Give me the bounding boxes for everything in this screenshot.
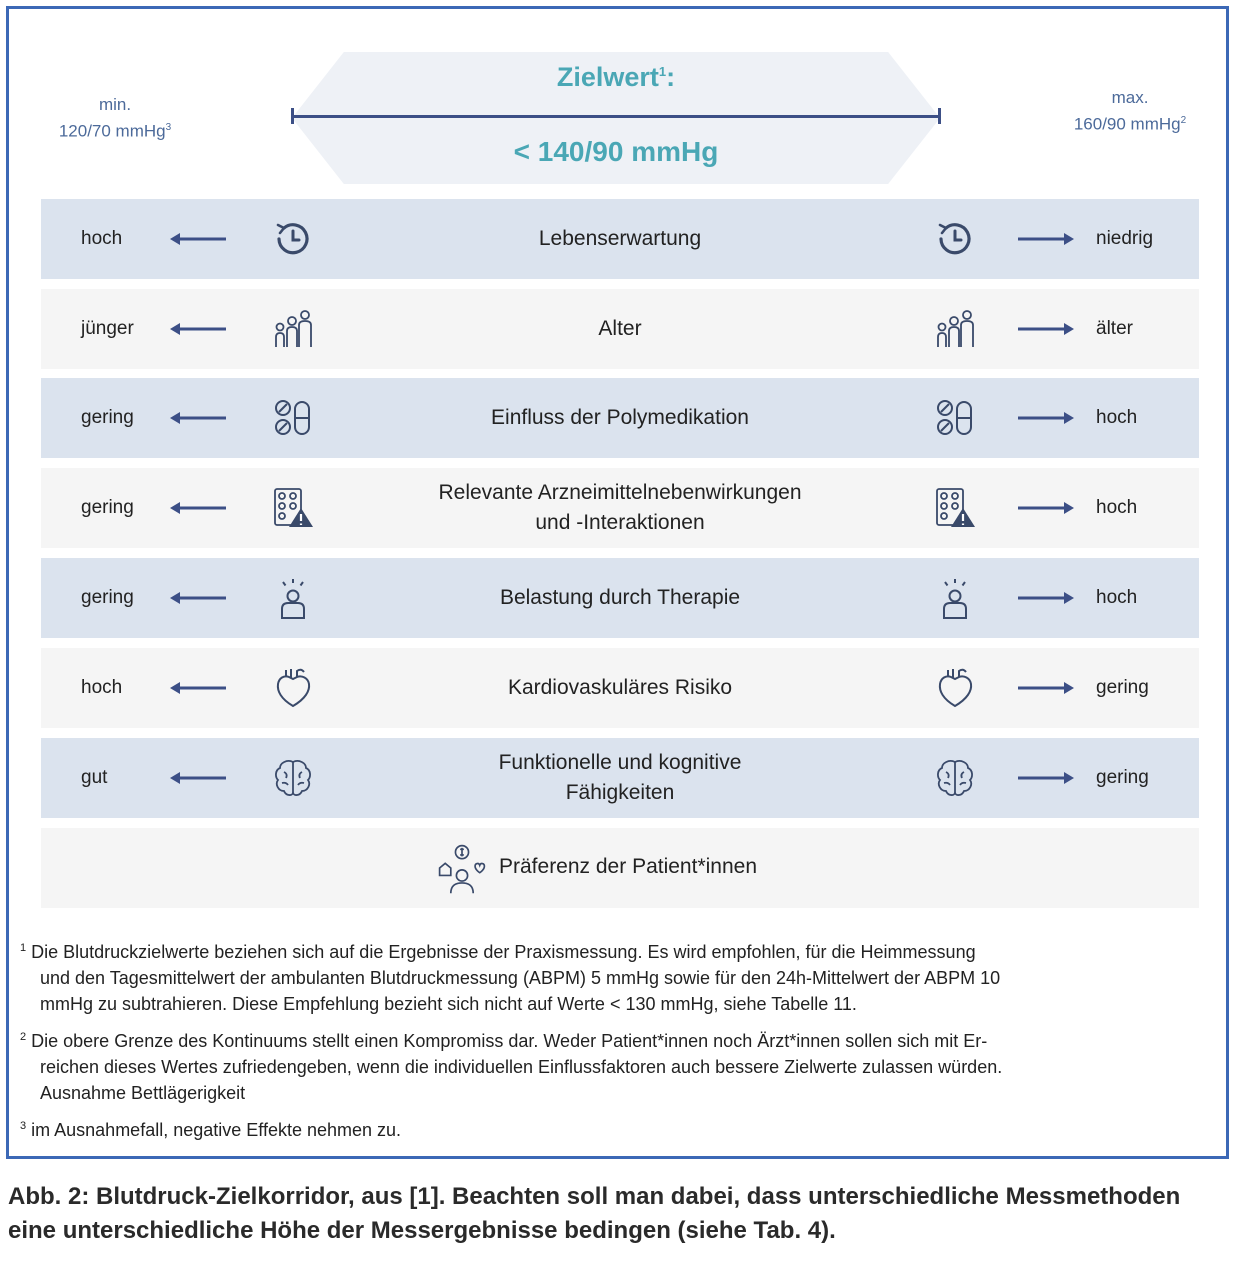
arrow-left-icon — [170, 501, 226, 515]
factor-row — [41, 558, 1199, 638]
factor-label-line: Relevante Arzneimittelnebenwirkungen — [438, 481, 802, 504]
max-range-label — [1050, 86, 1210, 136]
footnote-1: $^1$ Die Blutdruckzielwerte beziehen sich auf die Ergebnisse der Praxismessung. Es wird empfohlen, für die Heimmessung und den Tagesmittelwert der ambulanten Blutdruckmessung (ABPM) 5 mmHg sowie für den 24h-Mittelwert der ABPM 10 mmHg zu subtrahieren. Diese Empfehlung bezieht sich nicht auf Werte < 130 mmHg, siehe Tabelle 11. — [20, 942, 1001, 1014]
factor-label — [416, 748, 824, 808]
arrow-right-icon — [1018, 591, 1074, 605]
figure-caption — [8, 1180, 1234, 1248]
footnote-3: $^3$ im Ausnahmefall, negative Effekte nehmen zu. — [20, 1120, 402, 1140]
left-value: jünger — [81, 318, 134, 339]
arrow-right-icon — [1018, 681, 1074, 695]
factor-row — [41, 738, 1199, 818]
factor-label-line: Kardiovaskuläres Risiko — [507, 676, 733, 699]
right-value: gering — [1096, 677, 1149, 698]
arrow-right-icon — [1018, 771, 1074, 785]
factor-row — [41, 199, 1199, 279]
caption-line-2: eine unterschiedliche Höhe der Messergebnisse bedingen (siehe Tab. 4). — [8, 1217, 836, 1244]
factor-label — [416, 583, 824, 613]
max-footnote-ref: 2 — [1180, 115, 1187, 126]
family-icon — [933, 307, 977, 351]
pills-icon — [271, 396, 315, 440]
min-footnote-ref: 3 — [165, 122, 172, 133]
arrow-left-icon — [170, 771, 226, 785]
patient-preference-icon — [434, 838, 490, 898]
clock-history-icon — [933, 217, 977, 261]
factor-label-line: und -Interaktionen — [535, 511, 705, 534]
right-value: hoch — [1096, 497, 1138, 518]
factor-row — [41, 648, 1199, 728]
caption-line-1: Abb. 2: Blutdruck-Zielkorridor, aus [1]. Beachten soll man dabei, dass unterschiedliche Messmethoden — [8, 1183, 1181, 1210]
factor-label-line: Belastung durch Therapie — [499, 586, 741, 609]
arrow-left-icon — [170, 681, 226, 695]
left-value: hoch — [81, 677, 123, 698]
patient-preference-row — [41, 828, 1199, 908]
min-label: min. — [98, 95, 132, 114]
arrow-left-icon — [170, 322, 226, 336]
right-value: hoch — [1096, 407, 1138, 428]
stressed-person-icon — [271, 576, 315, 620]
arrow-left-icon — [170, 232, 226, 246]
brain-icon — [271, 756, 315, 800]
factor-label-line: Fähigkeiten — [565, 781, 675, 804]
arrow-right-icon — [1018, 501, 1074, 515]
target-footnote-ref: 1 — [658, 64, 667, 79]
left-value: gering — [81, 407, 134, 428]
min-value: 120/70 mmHg — [58, 121, 166, 141]
stressed-person-icon — [933, 576, 977, 620]
right-value: hoch — [1096, 587, 1138, 608]
factor-row — [41, 289, 1199, 369]
target-title: Zielwert$^1$: — [556, 62, 676, 92]
left-value: gering — [81, 497, 134, 518]
pills-icon — [933, 396, 977, 440]
blister-warning-icon — [271, 486, 315, 530]
brain-icon — [933, 756, 977, 800]
right-value: gering — [1096, 767, 1149, 788]
factor-label-line: Alter — [598, 317, 642, 340]
factor-label — [416, 314, 824, 344]
clock-history-icon — [271, 217, 315, 261]
footnote-2: $^2$ Die obere Grenze des Kontinuums stellt einen Kompromiss dar. Weder Patient*innen noch Ärzt*innen sollen sich mit Er- reichen dieses Wertes zufriedengeben, wenn die individuellen Einflussfaktoren auch bessere Zielwerte zulassen würden. Ausnahme Bettlägerigkeit — [20, 1031, 1003, 1103]
arrow-right-icon — [1018, 322, 1074, 336]
left-value: hoch — [81, 228, 123, 249]
factor-row — [41, 378, 1199, 458]
arrow-left-icon — [170, 591, 226, 605]
factor-label — [416, 673, 824, 703]
max-value: 160/90 mmHg — [1073, 114, 1181, 134]
factor-label-line: Einfluss der Polymedikation — [491, 406, 749, 429]
factor-row — [41, 468, 1199, 548]
arrow-left-icon — [170, 411, 226, 425]
right-value: niedrig — [1096, 228, 1154, 249]
factor-label-line: Funktionelle und kognitive — [498, 751, 742, 774]
min-range-label — [40, 93, 190, 143]
target-range-min-tick — [291, 108, 294, 124]
blister-warning-icon — [933, 486, 977, 530]
target-value: < 140/90 mmHg — [513, 136, 719, 167]
heart-icon — [933, 666, 977, 710]
factor-label — [416, 403, 824, 433]
arrow-right-icon — [1018, 411, 1074, 425]
factor-label — [416, 478, 824, 538]
left-value: gut — [81, 767, 108, 788]
heart-icon — [271, 666, 315, 710]
patient-preference-label: Präferenz der Patient*innen — [499, 855, 757, 878]
factor-label — [416, 224, 824, 254]
left-value: gering — [81, 587, 134, 608]
right-value: älter — [1096, 318, 1133, 339]
factor-label-line: Lebenserwartung — [538, 227, 702, 250]
max-label: max. — [1111, 88, 1149, 107]
arrow-right-icon — [1018, 232, 1074, 246]
family-icon — [271, 307, 315, 351]
target-range-max-tick — [938, 108, 941, 124]
target-range-bar — [292, 115, 940, 118]
